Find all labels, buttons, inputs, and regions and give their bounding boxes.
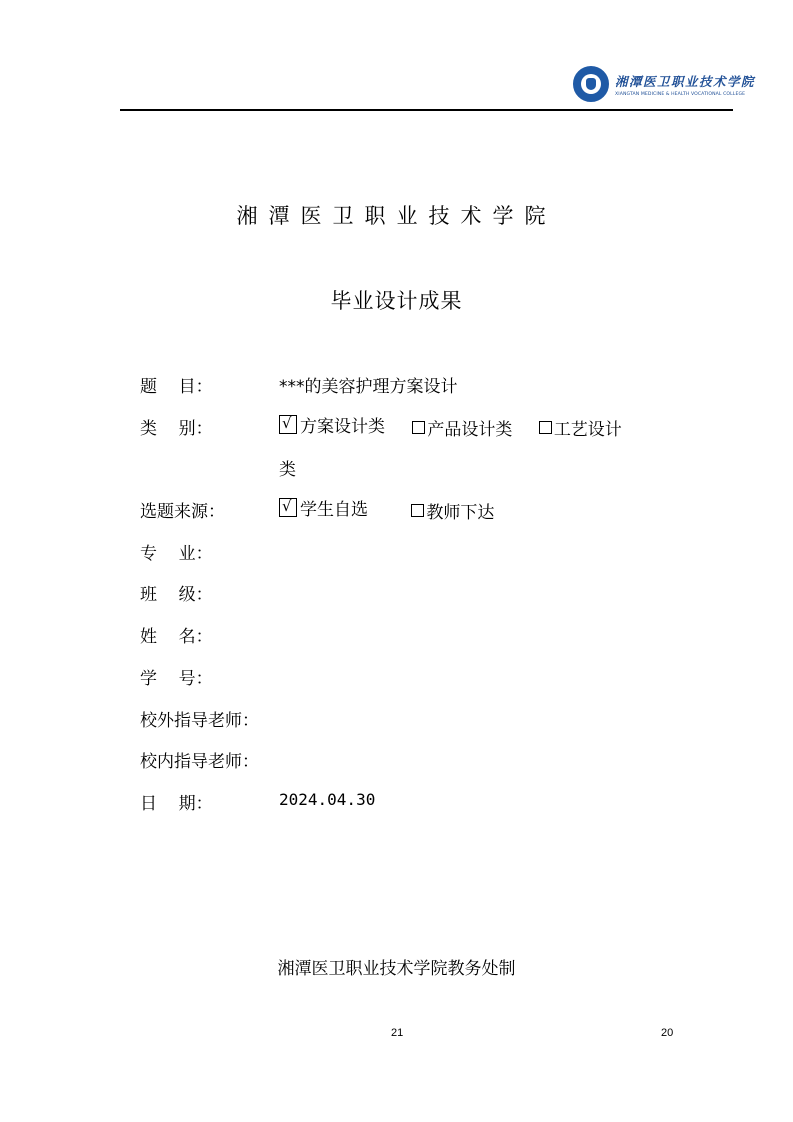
option-label: 工艺设计: [553, 420, 622, 440]
date-value: 2024.04.30: [279, 790, 376, 809]
student-id-label: 学 号：: [140, 669, 213, 689]
option-label: 方案设计类: [300, 417, 385, 437]
category-option-product[interactable]: [412, 415, 512, 440]
topic-value: ***的美容护理方案设计: [279, 377, 458, 397]
major-label: 专 业：: [140, 544, 213, 564]
checkbox-icon[interactable]: [411, 504, 424, 517]
checkbox-icon[interactable]: [412, 421, 425, 434]
page-number-right: 20: [661, 1027, 674, 1039]
date-label: 日 期：: [140, 794, 213, 814]
category-wrap-text: 类: [279, 460, 296, 480]
college-seal-icon: [573, 66, 609, 102]
option-label: 学生自选: [300, 500, 368, 520]
header-divider: [120, 109, 733, 111]
checked-box-icon[interactable]: √: [279, 415, 297, 434]
source-options: [279, 495, 494, 523]
college-logo: [573, 66, 765, 102]
checkbox-icon[interactable]: [539, 421, 552, 434]
college-title: 湘潭医卫职业技术学院: [236, 204, 557, 228]
option-label: 教师下达: [426, 503, 495, 523]
internal-advisor-label: 校内指导老师：: [140, 752, 259, 772]
logo-text: [615, 72, 765, 97]
category-option-plan[interactable]: [279, 412, 385, 437]
option-label: 产品设计类: [427, 420, 513, 440]
logo-cn-text: 湘潭医卫职业技术学院: [615, 73, 756, 89]
external-advisor-label: 校外指导老师：: [140, 711, 259, 731]
source-option-self[interactable]: [279, 495, 368, 520]
topic-label: 题 目：: [140, 377, 213, 397]
checked-box-icon[interactable]: √: [279, 498, 297, 517]
class-label: 班 级：: [140, 585, 213, 605]
name-label: 姓 名：: [140, 627, 213, 647]
category-label: 类 别：: [140, 419, 213, 439]
category-options: [279, 412, 622, 440]
category-option-craft[interactable]: [539, 415, 622, 440]
source-option-teacher[interactable]: [411, 498, 494, 523]
footer-org: 湘潭医卫职业技术学院教务处制: [277, 959, 516, 979]
document-title: 毕业设计成果: [330, 289, 463, 313]
page-number-center: 21: [391, 1027, 404, 1039]
logo-en-text: XIANGTAN MEDICINE & HEALTH VOCATIONAL COLLEGE: [615, 91, 746, 97]
source-label: 选题来源：: [140, 502, 225, 522]
